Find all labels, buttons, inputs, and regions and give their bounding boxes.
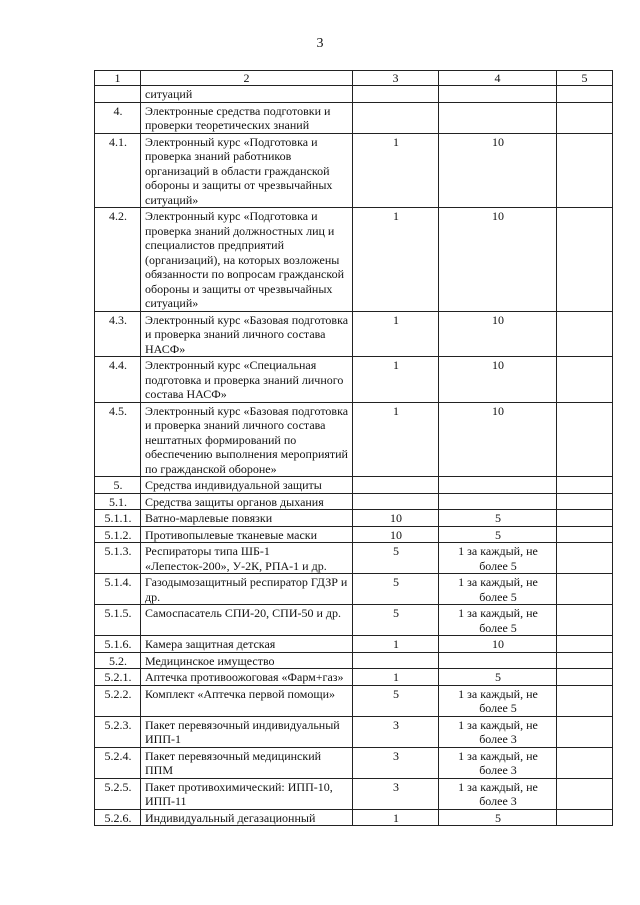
row-quantity: 3 bbox=[353, 716, 439, 747]
row-name: Средства индивидуальной защиты bbox=[141, 477, 353, 494]
row-norm: 10 bbox=[439, 636, 557, 653]
row-norm: 5 bbox=[439, 669, 557, 686]
row-norm: 1 за каждый, не более 3 bbox=[439, 778, 557, 809]
row-norm: 1 за каждый, не более 5 bbox=[439, 605, 557, 636]
header-col-3: 3 bbox=[353, 71, 439, 86]
row-number: 5.2.2. bbox=[95, 685, 141, 716]
row-note bbox=[557, 86, 613, 103]
row-number: 4.5. bbox=[95, 402, 141, 477]
table-row bbox=[95, 747, 613, 778]
row-name: Газодымозащитный респиратор ГДЗР и др. bbox=[141, 574, 353, 605]
row-note bbox=[557, 605, 613, 636]
row-quantity: 1 bbox=[353, 357, 439, 403]
row-number: 5. bbox=[95, 477, 141, 494]
row-quantity: 1 bbox=[353, 402, 439, 477]
row-note bbox=[557, 652, 613, 669]
row-number: 5.1.6. bbox=[95, 636, 141, 653]
row-name: Электронный курс «Базовая подготовка и проверка знаний личного состава НАСФ» bbox=[141, 311, 353, 357]
table-row bbox=[95, 543, 613, 574]
row-note bbox=[557, 311, 613, 357]
row-number bbox=[95, 86, 141, 103]
row-quantity: 1 bbox=[353, 311, 439, 357]
table-row bbox=[95, 133, 613, 208]
row-note bbox=[557, 636, 613, 653]
row-norm: 10 bbox=[439, 208, 557, 312]
row-quantity: 10 bbox=[353, 526, 439, 543]
row-quantity bbox=[353, 652, 439, 669]
table-body bbox=[95, 86, 613, 826]
row-note bbox=[557, 669, 613, 686]
row-quantity bbox=[353, 493, 439, 510]
row-number: 4.1. bbox=[95, 133, 141, 208]
row-quantity: 3 bbox=[353, 747, 439, 778]
row-note bbox=[557, 493, 613, 510]
row-norm bbox=[439, 477, 557, 494]
row-quantity: 1 bbox=[353, 133, 439, 208]
row-name: ситуаций bbox=[141, 86, 353, 103]
row-quantity bbox=[353, 86, 439, 103]
row-number: 5.2.3. bbox=[95, 716, 141, 747]
row-norm: 10 bbox=[439, 357, 557, 403]
table-row bbox=[95, 86, 613, 103]
row-name: Пакет противохимический: ИПП-10, ИПП-11 bbox=[141, 778, 353, 809]
row-name: Электронный курс «Специальная подготовка и проверка знаний личного состава НАСФ» bbox=[141, 357, 353, 403]
table-row bbox=[95, 102, 613, 133]
table-row bbox=[95, 685, 613, 716]
row-note bbox=[557, 208, 613, 312]
header-col-1: 1 bbox=[95, 71, 141, 86]
row-number: 4.4. bbox=[95, 357, 141, 403]
row-norm bbox=[439, 652, 557, 669]
row-number: 5.1.5. bbox=[95, 605, 141, 636]
row-name: Камера защитная детская bbox=[141, 636, 353, 653]
table-row bbox=[95, 809, 613, 826]
row-norm bbox=[439, 86, 557, 103]
table-row bbox=[95, 669, 613, 686]
row-norm: 10 bbox=[439, 402, 557, 477]
row-number: 5.1. bbox=[95, 493, 141, 510]
row-note bbox=[557, 685, 613, 716]
row-number: 4.3. bbox=[95, 311, 141, 357]
row-name: Пакет перевязочный медицинский ППМ bbox=[141, 747, 353, 778]
row-norm: 1 за каждый, не более 5 bbox=[439, 543, 557, 574]
row-name: Ватно-марлевые повязки bbox=[141, 510, 353, 527]
row-quantity: 5 bbox=[353, 685, 439, 716]
row-note bbox=[557, 526, 613, 543]
row-quantity: 3 bbox=[353, 778, 439, 809]
row-name: Респираторы типа ШБ-1 «Лепесток-200», У-2К, РПА-1 и др. bbox=[141, 543, 353, 574]
row-norm bbox=[439, 102, 557, 133]
row-number: 5.1.2. bbox=[95, 526, 141, 543]
row-name: Средства защиты органов дыхания bbox=[141, 493, 353, 510]
row-note bbox=[557, 133, 613, 208]
table-row bbox=[95, 778, 613, 809]
row-note bbox=[557, 510, 613, 527]
row-quantity: 5 bbox=[353, 574, 439, 605]
row-norm bbox=[439, 493, 557, 510]
table-row bbox=[95, 652, 613, 669]
row-number: 5.1.1. bbox=[95, 510, 141, 527]
row-note bbox=[557, 747, 613, 778]
row-norm: 10 bbox=[439, 133, 557, 208]
row-note bbox=[557, 778, 613, 809]
row-norm: 1 за каждый, не более 3 bbox=[439, 716, 557, 747]
row-note bbox=[557, 102, 613, 133]
row-name: Электронный курс «Подготовка и проверка знаний должностных лиц и специалистов предприятий (организаций), на которых возложены обязанности по вопросам гражданской обороны и защиты от чрезвычайных ситуаций» bbox=[141, 208, 353, 312]
row-note bbox=[557, 543, 613, 574]
row-name: Самоспасатель СПИ-20, СПИ-50 и др. bbox=[141, 605, 353, 636]
table-row bbox=[95, 493, 613, 510]
table-row bbox=[95, 526, 613, 543]
row-quantity: 5 bbox=[353, 543, 439, 574]
row-norm: 1 за каждый, не более 5 bbox=[439, 574, 557, 605]
row-note bbox=[557, 716, 613, 747]
table-row bbox=[95, 510, 613, 527]
row-quantity: 10 bbox=[353, 510, 439, 527]
row-quantity: 1 bbox=[353, 809, 439, 826]
table-row bbox=[95, 311, 613, 357]
row-quantity: 1 bbox=[353, 669, 439, 686]
table-row bbox=[95, 208, 613, 312]
table-row bbox=[95, 402, 613, 477]
header-col-4: 4 bbox=[439, 71, 557, 86]
row-note bbox=[557, 574, 613, 605]
row-number: 5.2.4. bbox=[95, 747, 141, 778]
header-row bbox=[95, 71, 613, 86]
row-quantity: 5 bbox=[353, 605, 439, 636]
table-row bbox=[95, 605, 613, 636]
row-norm: 5 bbox=[439, 526, 557, 543]
page-number: 3 bbox=[316, 36, 324, 51]
row-quantity: 1 bbox=[353, 208, 439, 312]
row-number: 4. bbox=[95, 102, 141, 133]
row-norm: 1 за каждый, не более 3 bbox=[439, 747, 557, 778]
row-number: 5.2.5. bbox=[95, 778, 141, 809]
row-note bbox=[557, 477, 613, 494]
row-name: Медицинское имущество bbox=[141, 652, 353, 669]
row-name: Электронные средства подготовки и проверки теоретических знаний bbox=[141, 102, 353, 133]
header-col-5: 5 bbox=[557, 71, 613, 86]
row-name: Противопылевые тканевые маски bbox=[141, 526, 353, 543]
row-note bbox=[557, 402, 613, 477]
row-quantity bbox=[353, 477, 439, 494]
row-norm: 5 bbox=[439, 809, 557, 826]
row-norm: 10 bbox=[439, 311, 557, 357]
row-norm: 5 bbox=[439, 510, 557, 527]
row-name: Электронный курс «Базовая подготовка и проверка знаний личного состава нештатных формирований по обеспечению выполнения мероприятий по гражданской обороне» bbox=[141, 402, 353, 477]
table-row bbox=[95, 357, 613, 403]
row-note bbox=[557, 809, 613, 826]
row-norm: 1 за каждый, не более 5 bbox=[439, 685, 557, 716]
table-row bbox=[95, 636, 613, 653]
row-note bbox=[557, 357, 613, 403]
row-name: Аптечка противоожоговая «Фарм+газ» bbox=[141, 669, 353, 686]
row-name: Комплект «Аптечка первой помощи» bbox=[141, 685, 353, 716]
table-row bbox=[95, 574, 613, 605]
table-row bbox=[95, 477, 613, 494]
equipment-table bbox=[94, 70, 613, 826]
row-number: 5.2. bbox=[95, 652, 141, 669]
row-number: 5.2.1. bbox=[95, 669, 141, 686]
row-name: Пакет перевязочный индивидуальный ИПП-1 bbox=[141, 716, 353, 747]
row-quantity bbox=[353, 102, 439, 133]
row-number: 5.1.3. bbox=[95, 543, 141, 574]
row-name: Электронный курс «Подготовка и проверка знаний работников организаций в области гражданской обороны и защиты от чрезвычайных ситуаций» bbox=[141, 133, 353, 208]
row-quantity: 1 bbox=[353, 636, 439, 653]
row-number: 5.2.6. bbox=[95, 809, 141, 826]
row-number: 4.2. bbox=[95, 208, 141, 312]
header-col-2: 2 bbox=[141, 71, 353, 86]
table-row bbox=[95, 716, 613, 747]
row-name: Индивидуальный дегазационный bbox=[141, 809, 353, 826]
row-number: 5.1.4. bbox=[95, 574, 141, 605]
